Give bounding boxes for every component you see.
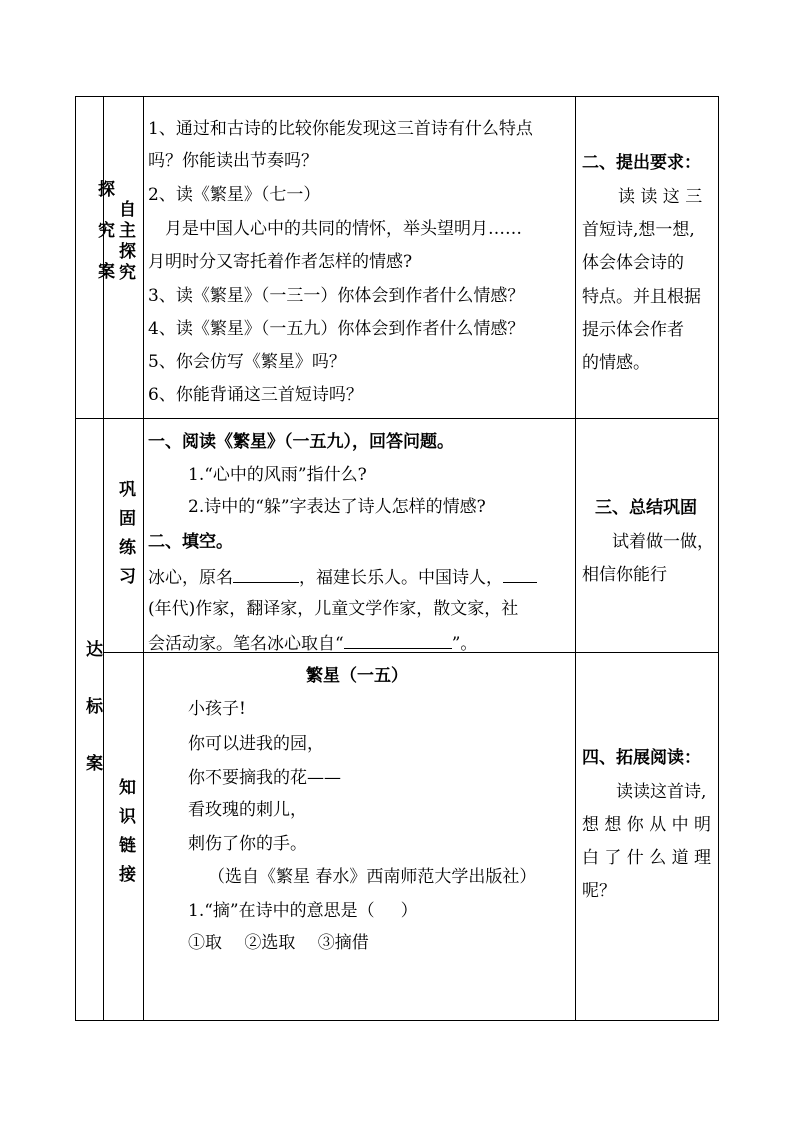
era-blank[interactable] (503, 564, 537, 583)
consolidate-heading-1: 一、阅读《繁星》（一五九），回答问题。 (148, 432, 454, 452)
section-label-text: 巩固练习 (115, 480, 135, 596)
section-label-text: 达标案 (82, 640, 102, 811)
knowledge-note-title: 四、拓展阅读： (582, 748, 701, 768)
poem-line: 你不要摘我的花—— (188, 768, 341, 788)
section-label-knowledge (113, 778, 133, 894)
poem-line: 小孩子! (188, 699, 246, 719)
knowledge-note-line: 想 想 你 从 中 明 (582, 815, 712, 835)
poem-line: 看玫瑰的刺儿， (188, 800, 307, 820)
row-divider-1 (75, 418, 719, 419)
knowledge-q1 (188, 899, 418, 923)
col-divider-2 (143, 96, 144, 1021)
explore-note-line: 提示体会作者 (582, 320, 684, 340)
fill-line-3 (148, 630, 477, 656)
table-border-left (75, 96, 76, 1021)
pen-name-source-blank[interactable] (344, 630, 452, 649)
knowledge-note-line: 白 了 什 么 道 理 (582, 848, 712, 868)
section-label-text: 知识链接 (115, 778, 135, 894)
knowledge-options: ①取 ②选取 ③摘借 (188, 933, 369, 953)
explore-q6: 6、你能背诵这三首短诗吗？ (148, 385, 363, 405)
consolidate-q2: 2.诗中的“躲”字表达了诗人怎样的情感? (188, 497, 486, 517)
col-divider-3 (575, 96, 576, 1021)
explore-note-line: 的情感。 (582, 353, 650, 373)
explore-note-line: 特点。并且根据 (582, 287, 701, 307)
explore-q4: 4、读《繁星》（一五九）你体会到作者什么情感？ (148, 319, 525, 339)
consolidate-heading-2: 二、填空。 (148, 532, 233, 552)
explore-q3: 3、读《繁星》（一三一）你体会到作者什么情感？ (148, 286, 525, 306)
explore-q1-line1: 1、通过和古诗的比较你能发现这三首诗有什么特点 (148, 119, 533, 139)
poem-line: 刺伤了你的手。 (188, 834, 307, 854)
poem-line: 你可以进我的园， (188, 734, 324, 754)
poem-source: （选自《繁星 春水》西南师范大学出版社） (208, 867, 537, 887)
explore-q2-text1: 月是中国人心中的共同的情怀，举头望明月…… (165, 219, 522, 239)
section-label-self-explore (113, 200, 133, 284)
table-border-top (75, 96, 719, 97)
explore-q5: 5、你会仿写《繁星》吗？ (148, 352, 346, 372)
section-label-text: 自主探究 (115, 200, 135, 284)
fill-line-1 (148, 564, 537, 590)
fill-line-2: (年代)作家，翻译家，儿童文学作家，散文家，社 (148, 599, 519, 619)
consolidate-note-line: 试着做一做， (612, 532, 714, 552)
consolidate-note-title: 三、总结巩固 (595, 498, 697, 518)
section-label-explore (80, 180, 114, 303)
knowledge-note-line: 读读这首诗, (616, 782, 707, 802)
knowledge-q1-text: 1.“摘”在诗中的意思是（ (188, 901, 375, 921)
explore-note-line: 首短诗,想一想, (582, 220, 695, 240)
table-border-bottom (75, 1020, 719, 1021)
table-border-right (718, 96, 719, 1021)
fill-text: ”。 (451, 634, 478, 654)
knowledge-q1-close: ） (400, 901, 418, 921)
explore-note-line: 体会体会诗的 (582, 253, 684, 273)
explore-q2-text2: 月明时分又寄托着作者怎样的情感? (148, 252, 413, 272)
consolidate-note-line: 相信你能行 (582, 565, 667, 585)
explore-note-title: 二、提出要求： (582, 153, 701, 173)
consolidate-q1: 1.“心中的风雨”指什么? (188, 465, 367, 485)
explore-note-line: 读 读 这 三 (618, 187, 703, 207)
fill-text: ，福建长乐人。中国诗人， (299, 568, 503, 588)
section-label-consolidate (113, 480, 133, 596)
poem-title: 繁星（一五） (306, 666, 408, 686)
fill-text: 冰心，原名 (148, 568, 233, 588)
explore-q2: 2、读《繁星》（七一） (148, 185, 321, 205)
knowledge-note-line: 呢？ (582, 881, 616, 901)
explore-q1-line2: 吗？你能读出节奏吗？ (148, 151, 318, 171)
name-blank[interactable] (233, 564, 299, 583)
section-label-test (80, 640, 100, 811)
section-label-text: 探究案 (94, 180, 114, 303)
fill-text: 会活动家。笔名冰心取自“ (148, 634, 344, 654)
